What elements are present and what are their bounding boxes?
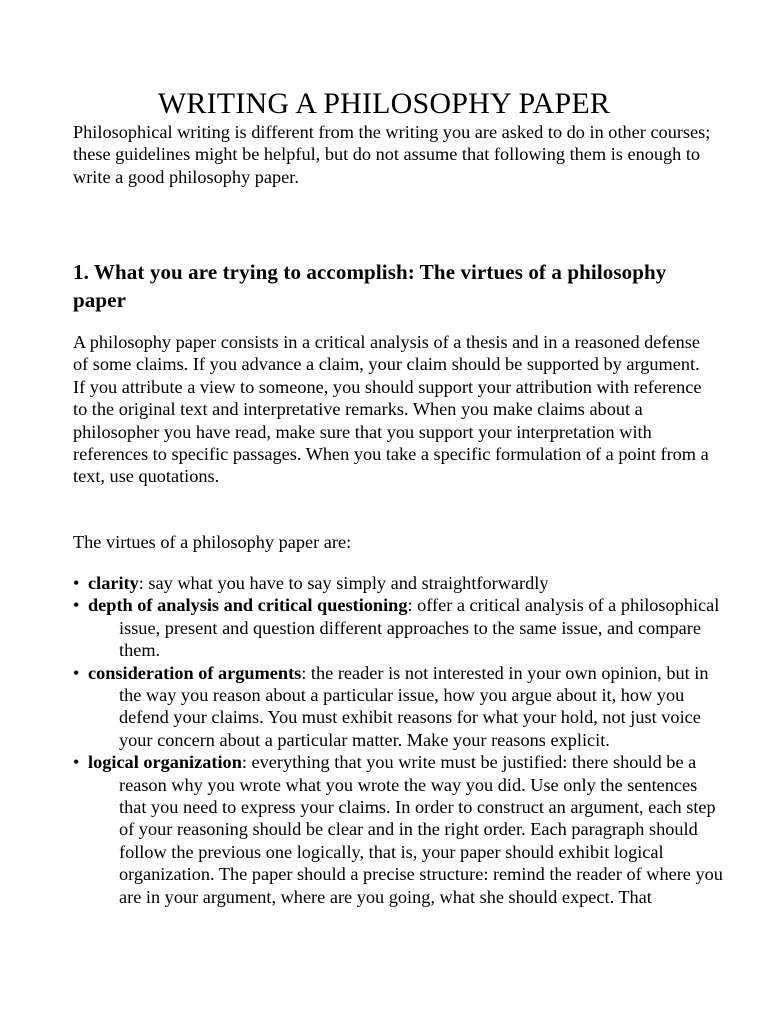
virtue-term: depth of analysis and critical questioning	[88, 595, 408, 616]
virtue-term: consideration of arguments	[88, 662, 302, 683]
virtue-term: logical organization	[88, 752, 242, 773]
list-item	[73, 751, 723, 908]
intro-paragraph: Philosophical writing is different from the writing you are asked to do in other courses; these guidelines might be helpful, but do not assume that following them is enough to write a good philosophy paper.	[73, 122, 711, 187]
list-item	[73, 572, 723, 594]
list-item	[73, 594, 723, 661]
body-paragraph: A philosophy paper consists in a critical analysis of a thesis and in a reasoned defense of some claims. If you advance a claim, your claim should be supported by argument. If you attribute a view to someone, you should support your attribution with reference to the original text and interpretative remarks. When you make claims about a philosopher you have read, make sure that you support your interpretation with references to specific passages. When you take a specific formulation of a point from a text, use quotations.	[73, 332, 709, 487]
bullet-icon: •	[73, 595, 80, 616]
virtue-description: : the reader is not interested in your own opinion, but in the way you reason about a particular issue, how you argue about it, how you defend your claims. You must exhibit reasons for what your hold, not just voice your concern about a particular matter. Make your reasons explicit.	[119, 662, 709, 750]
virtue-description: : say what you have to say simply and straightforwardly	[138, 573, 549, 593]
bullet-icon: •	[73, 662, 80, 683]
page-title: WRITING A PHILOSOPHY PAPER	[157, 87, 611, 120]
list-item	[73, 662, 723, 752]
bullet-icon: •	[73, 752, 80, 773]
virtues-intro-paragraph: The virtues of a philosophy paper are:	[73, 532, 352, 552]
virtue-description: : everything that you write must be justified: there should be a reason why you wrote what you wrote the way you did. Use only the sentences that you need to express your claims. In order to construct an argument, each step of your reasoning should be clear and in the right order. Each paragraph should follow the previous one logically, that is, your paper should exhibit logical organization. The paper should a precise structure: remind the reader of where you are in your argument, where are you going, what she should expect. That	[119, 752, 723, 907]
virtue-term: clarity	[88, 573, 139, 593]
virtue-description: : offer a critical analysis of a philosophical issue, present and question different approaches to the same issue, and compare them.	[119, 595, 720, 661]
section-heading: 1. What you are trying to accomplish: The virtues of a philosophy paper	[73, 260, 667, 312]
bullet-icon: •	[73, 573, 80, 593]
virtues-list	[73, 572, 723, 908]
